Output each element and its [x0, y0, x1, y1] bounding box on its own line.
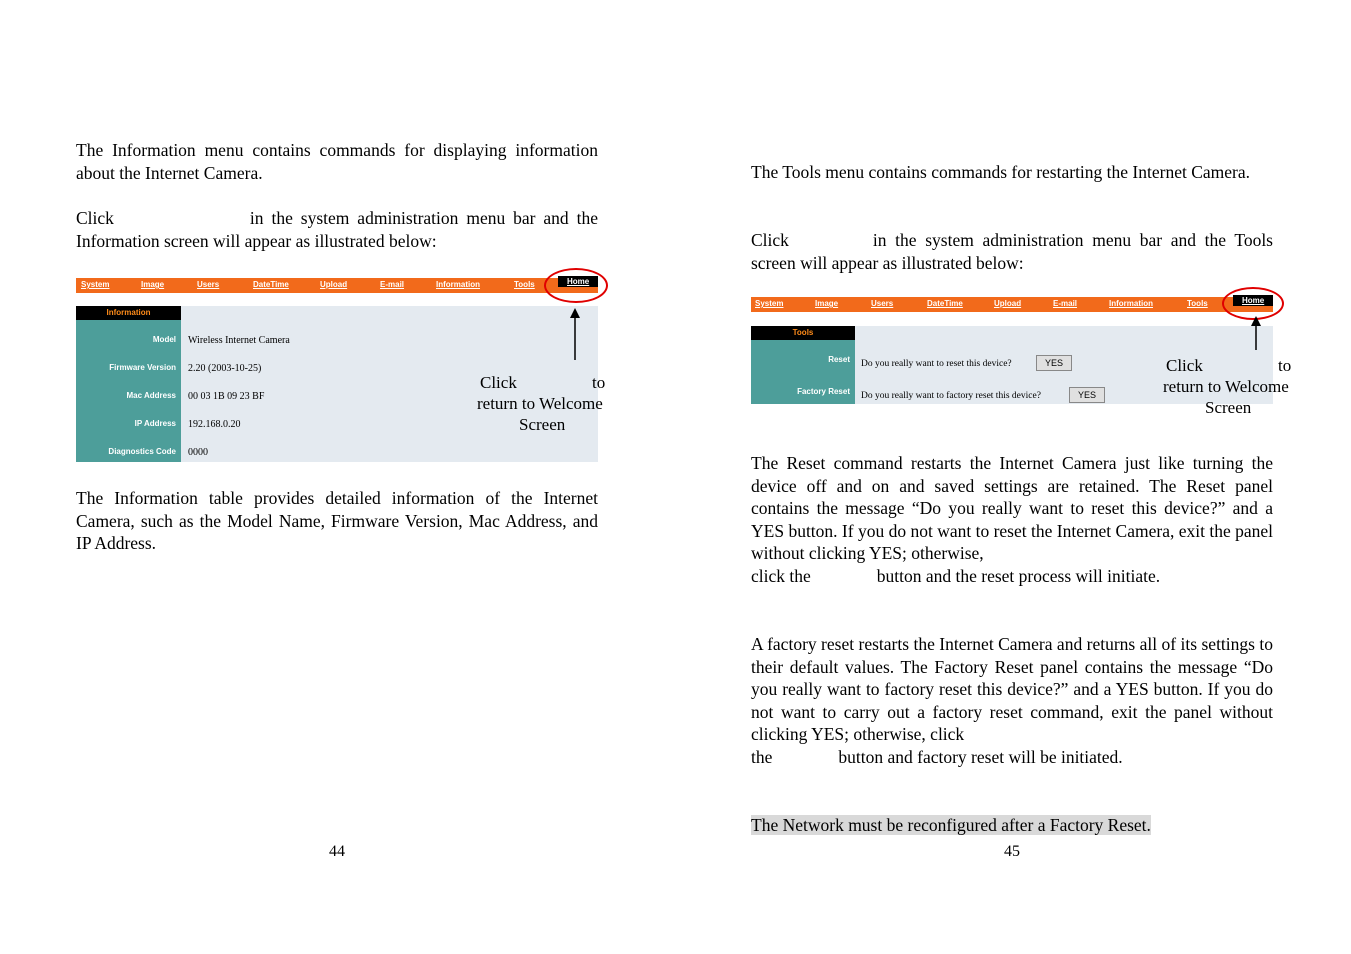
nav-system[interactable]: System — [81, 280, 110, 289]
page-number-left: 44 — [329, 843, 345, 860]
callout-to: to — [592, 373, 606, 392]
nav-email[interactable]: E-mail — [1053, 299, 1078, 308]
value-diagnostics: 0000 — [188, 447, 208, 458]
reset-last-pre: click the — [751, 566, 811, 586]
reset-yes-button[interactable]: YES — [1036, 355, 1072, 371]
label-diagnostics: Diagnostics Code — [108, 447, 176, 456]
click-rest: in the system administration menu bar and the Tools screen will appear as illustrated below: — [751, 230, 1273, 273]
tools-label-column — [751, 340, 855, 404]
reset-paragraph-last-line — [751, 565, 1273, 588]
reset-paragraph: The Reset command restarts the Internet Camera just like turning the device off and on and saved settings are retained. The Reset panel contains the message “Do you really want to reset this device?” and a YES button. If you do not want to reset the Internet Camera, exit the panel without clicking YES; otherwise, — [751, 453, 1273, 564]
value-ip: 192.168.0.20 — [188, 419, 241, 430]
factory-last-pre: the — [751, 747, 773, 767]
nav-upload[interactable]: Upload — [320, 280, 348, 289]
factory-paragraph-last-line — [751, 746, 1273, 769]
information-click-instruction — [76, 207, 598, 252]
nav-upload[interactable]: Upload — [994, 299, 1022, 308]
info-table-header: Information — [76, 306, 181, 320]
page-number-right: 45 — [1004, 843, 1020, 860]
arrow-up-icon — [1249, 316, 1263, 350]
nav-home[interactable]: Home — [1233, 295, 1273, 306]
nav-system[interactable]: System — [755, 299, 784, 308]
nav-home[interactable]: Home — [558, 276, 598, 287]
nav-tools[interactable]: Tools — [1187, 299, 1208, 308]
label-model: Model — [152, 335, 176, 344]
label-ip: IP Address — [134, 419, 176, 428]
label-firmware: Firmware Version — [109, 363, 176, 372]
click-rest: in the system administration menu bar and the Information screen will appear as illustrated below: — [76, 208, 598, 251]
value-mac: 00 03 1B 09 23 BF — [188, 391, 265, 402]
info-panel — [181, 306, 598, 462]
nav-image[interactable]: Image — [141, 280, 165, 289]
callout-screen: Screen — [1205, 398, 1252, 417]
callout-click: Click — [480, 373, 517, 392]
callout-return: return to Welcome — [1163, 377, 1289, 396]
callout-click: Click — [1166, 356, 1203, 375]
info-label-column — [76, 320, 181, 462]
reset-question: Do you really want to reset this device? — [861, 359, 1012, 369]
nav-tools[interactable]: Tools — [514, 280, 535, 289]
click-word: Click — [751, 230, 789, 250]
value-firmware: 2.20 (2003-10-25) — [188, 363, 262, 374]
factory-reset-yes-button[interactable]: YES — [1069, 387, 1105, 403]
label-reset: Reset — [828, 355, 850, 364]
click-word: Click — [76, 208, 114, 228]
tools-menu-bar — [751, 297, 1273, 312]
info-menu-bar — [76, 278, 598, 293]
value-model: Wireless Internet Camera — [188, 335, 290, 346]
home-highlight-circle — [544, 268, 608, 303]
tools-intro: The Tools menu contains commands for restarting the Internet Camera. — [751, 162, 1250, 182]
callout-screen: Screen — [519, 415, 566, 434]
tools-click-instruction — [751, 229, 1273, 274]
factory-last-post: button and factory reset will be initiated. — [838, 747, 1123, 767]
nav-image[interactable]: Image — [815, 299, 839, 308]
label-factory-reset: Factory Reset — [797, 387, 850, 396]
nav-information[interactable]: Information — [436, 280, 480, 289]
tools-table-header: Tools — [751, 326, 855, 340]
information-summary: The Information table provides detailed information of the Internet Camera, such as the Model Name, Firmware Version, Mac Address, and IP Address. — [76, 488, 598, 554]
nav-information[interactable]: Information — [1109, 299, 1153, 308]
factory-reset-question: Do you really want to factory reset this device? — [861, 391, 1041, 401]
factory-reset-note — [751, 814, 1151, 837]
information-intro: The Information menu contains commands for displaying information about the Internet Camera. — [76, 140, 598, 183]
callout-to: to — [1278, 356, 1292, 375]
note-text: The Network must be reconfigured after a Factory Reset. — [751, 815, 1151, 835]
nav-users[interactable]: Users — [197, 280, 220, 289]
reset-last-post: button and the reset process will initiate. — [876, 566, 1161, 586]
nav-datetime[interactable]: DateTime — [927, 299, 963, 308]
label-mac: Mac Address — [126, 391, 176, 400]
callout-return: return to Welcome — [477, 394, 603, 413]
nav-datetime[interactable]: DateTime — [253, 280, 289, 289]
nav-users[interactable]: Users — [871, 299, 894, 308]
arrow-up-icon — [568, 308, 582, 360]
factory-reset-paragraph: A factory reset restarts the Internet Camera and returns all of its settings to their default values. The Factory Reset panel contains the message “Do you really want to factory reset this device?” and a YES button. If you do not want to carry out a factory reset command, exit the panel without clicking YES; otherwise, click — [751, 634, 1273, 745]
nav-email[interactable]: E-mail — [380, 280, 405, 289]
